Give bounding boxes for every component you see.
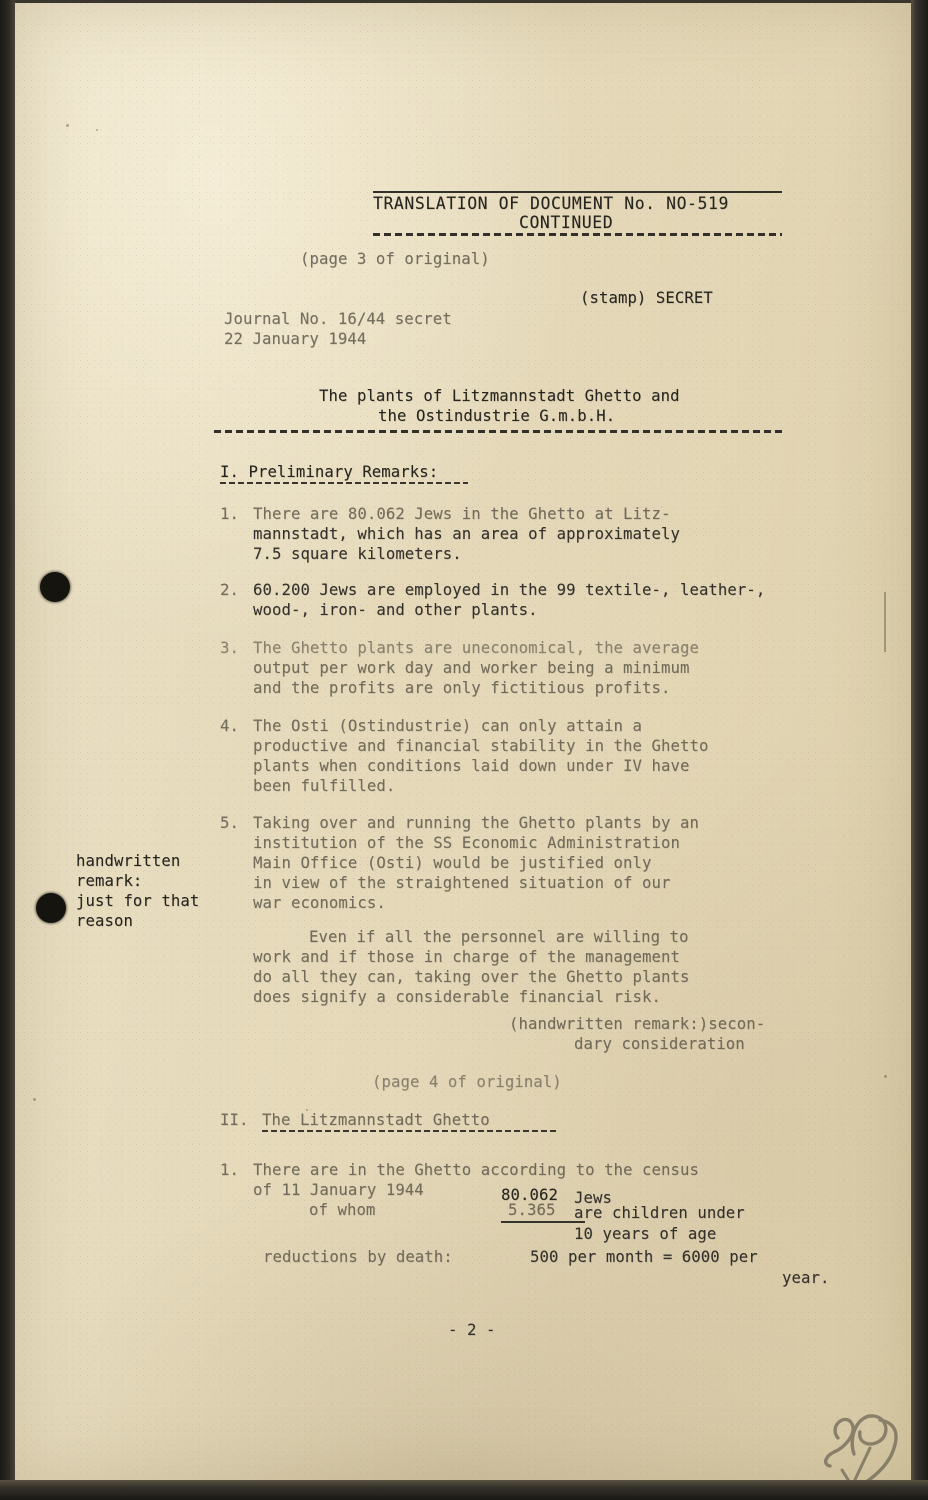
header-title-line1: TRANSLATION OF DOCUMENT No. NO-519 xyxy=(373,194,729,213)
typed-content-layer xyxy=(14,0,912,1481)
subject-line-1: The plants of Litzmannstadt Ghetto and xyxy=(319,387,680,405)
item-5-line-5: war economics. xyxy=(253,894,386,912)
closing-paragraph-line-3: do all they can, taking over the Ghetto plants xyxy=(253,968,690,986)
item-5-line-4: in view of the straightened situation of our xyxy=(253,874,671,892)
closing-paragraph-line-4: does signify a considerable financial risk. xyxy=(253,988,661,1006)
census-deaths-value: 500 per month = 6000 per xyxy=(530,1248,758,1266)
paper-speck xyxy=(33,1098,36,1101)
census-line-2: of 11 January 1944 xyxy=(253,1181,424,1199)
census-children-figure: 5.365 xyxy=(508,1201,556,1219)
section-2-heading-prefix: II. xyxy=(220,1111,249,1129)
paper-speck xyxy=(96,129,98,131)
page-number: - 2 - xyxy=(448,1321,496,1339)
handwritten-remark-line-2: dary consideration xyxy=(574,1035,745,1053)
header-rule-bottom xyxy=(373,233,782,236)
census-total-unit: Jews xyxy=(574,1189,612,1207)
section-1-heading: I. Preliminary Remarks: xyxy=(220,463,439,481)
item-5-line-1: Taking over and running the Ghetto plants by an xyxy=(253,814,699,832)
census-figure-underline xyxy=(501,1221,585,1223)
closing-paragraph-line-2: work and if those in charge of the management xyxy=(253,948,680,966)
item-3-line-2: output per work day and worker being a minimum xyxy=(253,659,690,677)
item-4-line-2: productive and financial stability in the Ghetto xyxy=(253,737,709,755)
punch-hole-bottom xyxy=(36,893,66,923)
item-3-line-1: The Ghetto plants are uneconomical, the average xyxy=(253,639,699,657)
item-3-line-3: and the profits are only fictitious profits. xyxy=(253,679,671,697)
item-1-line-2: mannstadt, which has an area of approximately xyxy=(253,525,680,543)
margin-note-line-4: reason xyxy=(76,912,133,930)
item-5-line-3: Main Office (Osti) would be justified only xyxy=(253,854,652,872)
section-2-heading-underline xyxy=(262,1130,558,1132)
item-4-line-4: been fulfilled. xyxy=(253,777,396,795)
punch-hole-top xyxy=(40,572,70,602)
census-deaths-value-continued: year. xyxy=(782,1269,830,1287)
margin-note-line-3: just for that xyxy=(76,892,200,910)
page-marker-4: (page 4 of original) xyxy=(372,1073,562,1091)
scan-edge-right xyxy=(911,0,928,1500)
margin-note-line-2: remark: xyxy=(76,872,143,890)
subject-line-2: the Ostindustrie G.m.b.H. xyxy=(378,407,616,425)
scan-edge-left xyxy=(0,0,15,1500)
section-1-heading-underline xyxy=(220,482,468,484)
item-1-number: 1. xyxy=(220,505,239,523)
paper-speck xyxy=(306,1109,308,1111)
paper-speck xyxy=(66,124,69,127)
paper-speck xyxy=(884,1075,887,1078)
census-total-figure: 80.062 xyxy=(501,1186,558,1204)
item-2-number: 2. xyxy=(220,581,239,599)
page-marker-3: (page 3 of original) xyxy=(300,250,490,268)
census-children-text-line-1: are children under xyxy=(574,1204,745,1222)
closing-paragraph-line-1: Even if all the personnel are willing to xyxy=(309,928,689,946)
header-rule-top xyxy=(373,191,782,193)
subject-separator-rule xyxy=(214,430,782,433)
census-deaths-label: reductions by death: xyxy=(263,1248,453,1266)
pencil-margin-line xyxy=(884,592,886,652)
section-2-heading-text: The Litzmannstadt Ghetto xyxy=(262,1111,490,1129)
secret-stamp: (stamp) SECRET xyxy=(580,289,713,307)
handwritten-remark-line-1: (handwritten remark:)secon- xyxy=(509,1015,766,1033)
census-number: 1. xyxy=(220,1161,239,1179)
scan-edge-bottom xyxy=(0,1480,928,1500)
item-4-number: 4. xyxy=(220,717,239,735)
margin-note-line-1: handwritten xyxy=(76,852,181,870)
census-children-text-line-2: 10 years of age xyxy=(574,1225,717,1243)
item-1-line-3: 7.5 square kilometers. xyxy=(253,545,462,563)
item-2-line-1: 60.200 Jews are employed in the 99 textile-, leather-, xyxy=(253,581,766,599)
item-1-line-1: There are 80.062 Jews in the Ghetto at Litz- xyxy=(253,505,671,523)
header-title-line2: CONTINUED xyxy=(519,213,614,232)
document-date: 22 January 1944 xyxy=(224,330,367,348)
journal-number: Journal No. 16/44 secret xyxy=(224,310,452,328)
item-5-number: 5. xyxy=(220,814,239,832)
item-3-number: 3. xyxy=(220,639,239,657)
item-4-line-3: plants when conditions laid down under IV have xyxy=(253,757,690,775)
item-4-line-1: The Osti (Ostindustrie) can only attain a xyxy=(253,717,643,735)
census-of-whom-label: of whom xyxy=(309,1201,376,1219)
census-line-1: There are in the Ghetto according to the census xyxy=(253,1161,699,1179)
item-2-line-2: wood-, iron- and other plants. xyxy=(253,601,538,619)
item-5-line-2: institution of the SS Economic Administration xyxy=(253,834,680,852)
